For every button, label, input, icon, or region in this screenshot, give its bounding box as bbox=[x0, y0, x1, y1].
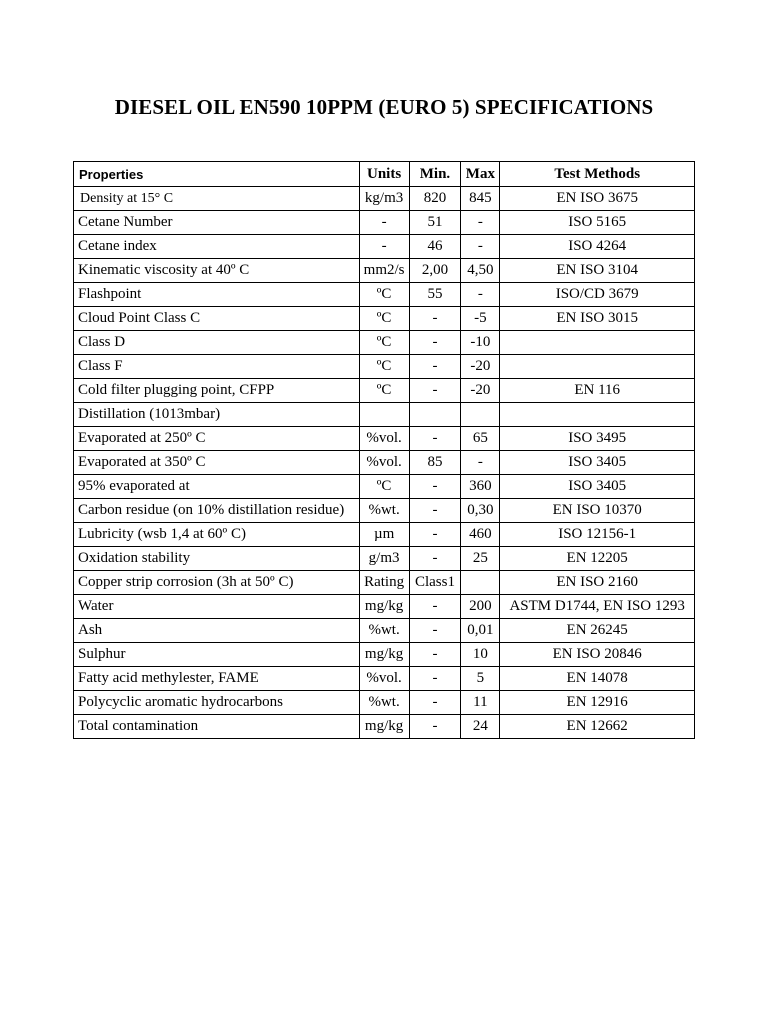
cell-min: - bbox=[409, 691, 461, 715]
cell-test-method bbox=[500, 355, 695, 379]
cell-max bbox=[461, 571, 500, 595]
cell-units: ºC bbox=[359, 475, 409, 499]
cell-max: 5 bbox=[461, 667, 500, 691]
table-row bbox=[74, 283, 695, 307]
cell-min: 2,00 bbox=[409, 259, 461, 283]
cell-property: Sulphur bbox=[74, 643, 360, 667]
cell-property: Cetane Number bbox=[74, 211, 360, 235]
table-row bbox=[74, 595, 695, 619]
cell-test-method: EN ISO 3675 bbox=[500, 187, 695, 211]
cell-units: - bbox=[359, 235, 409, 259]
cell-max: 0,01 bbox=[461, 619, 500, 643]
cell-units: %vol. bbox=[359, 427, 409, 451]
table-row bbox=[74, 451, 695, 475]
cell-test-method: EN ISO 2160 bbox=[500, 571, 695, 595]
cell-units: ºC bbox=[359, 331, 409, 355]
cell-property: Evaporated at 350º C bbox=[74, 451, 360, 475]
cell-property: Class D bbox=[74, 331, 360, 355]
cell-property: Lubricity (wsb 1,4 at 60º C) bbox=[74, 523, 360, 547]
specifications-table bbox=[73, 161, 695, 739]
cell-property: Cold filter plugging point, CFPP bbox=[74, 379, 360, 403]
cell-property: Density at 15° C bbox=[74, 187, 360, 211]
cell-test-method: EN ISO 10370 bbox=[500, 499, 695, 523]
cell-min: - bbox=[409, 499, 461, 523]
table-body bbox=[74, 187, 695, 739]
cell-min: - bbox=[409, 619, 461, 643]
cell-units: %vol. bbox=[359, 451, 409, 475]
header-test-methods: Test Methods bbox=[500, 162, 695, 187]
table-row bbox=[74, 355, 695, 379]
table-row bbox=[74, 235, 695, 259]
cell-max: - bbox=[461, 235, 500, 259]
cell-units: %wt. bbox=[359, 691, 409, 715]
cell-property: Class F bbox=[74, 355, 360, 379]
cell-test-method: EN 12662 bbox=[500, 715, 695, 739]
cell-test-method: ISO 5165 bbox=[500, 211, 695, 235]
cell-property: Cloud Point Class C bbox=[74, 307, 360, 331]
cell-test-method: ASTM D1744, EN ISO 1293 bbox=[500, 595, 695, 619]
cell-property: Carbon residue (on 10% distillation residue) bbox=[74, 499, 360, 523]
table-row bbox=[74, 331, 695, 355]
cell-property: 95% evaporated at bbox=[74, 475, 360, 499]
cell-test-method bbox=[500, 403, 695, 427]
cell-min: 85 bbox=[409, 451, 461, 475]
cell-units bbox=[359, 403, 409, 427]
cell-test-method bbox=[500, 331, 695, 355]
cell-max: 845 bbox=[461, 187, 500, 211]
cell-units: ºC bbox=[359, 283, 409, 307]
table-row bbox=[74, 379, 695, 403]
cell-property: Kinematic viscosity at 40º C bbox=[74, 259, 360, 283]
cell-units: mg/kg bbox=[359, 595, 409, 619]
cell-test-method: EN 12205 bbox=[500, 547, 695, 571]
cell-property: Polycyclic aromatic hydrocarbons bbox=[74, 691, 360, 715]
cell-units: ºC bbox=[359, 307, 409, 331]
cell-units: Rating bbox=[359, 571, 409, 595]
cell-property: Ash bbox=[74, 619, 360, 643]
cell-max: 4,50 bbox=[461, 259, 500, 283]
cell-min: 46 bbox=[409, 235, 461, 259]
table-row bbox=[74, 259, 695, 283]
cell-min: - bbox=[409, 643, 461, 667]
cell-max: 10 bbox=[461, 643, 500, 667]
cell-min: - bbox=[409, 715, 461, 739]
cell-test-method: EN 26245 bbox=[500, 619, 695, 643]
cell-units: kg/m3 bbox=[359, 187, 409, 211]
cell-max: 0,30 bbox=[461, 499, 500, 523]
cell-min: Class1 bbox=[409, 571, 461, 595]
cell-min: - bbox=[409, 307, 461, 331]
cell-property: Copper strip corrosion (3h at 50º C) bbox=[74, 571, 360, 595]
cell-max: - bbox=[461, 451, 500, 475]
cell-max: -20 bbox=[461, 355, 500, 379]
table-row bbox=[74, 427, 695, 451]
table-row bbox=[74, 571, 695, 595]
cell-test-method: ISO 3495 bbox=[500, 427, 695, 451]
table-header-row bbox=[74, 162, 695, 187]
cell-test-method: EN 12916 bbox=[500, 691, 695, 715]
cell-max: 11 bbox=[461, 691, 500, 715]
header-units: Units bbox=[359, 162, 409, 187]
cell-min: 55 bbox=[409, 283, 461, 307]
cell-min: - bbox=[409, 331, 461, 355]
cell-units: %vol. bbox=[359, 667, 409, 691]
cell-units: µm bbox=[359, 523, 409, 547]
cell-min: - bbox=[409, 475, 461, 499]
cell-property: Fatty acid methylester, FAME bbox=[74, 667, 360, 691]
cell-min: - bbox=[409, 379, 461, 403]
cell-test-method: EN ISO 3015 bbox=[500, 307, 695, 331]
cell-min: 820 bbox=[409, 187, 461, 211]
cell-max: -5 bbox=[461, 307, 500, 331]
table-row bbox=[74, 499, 695, 523]
table-row bbox=[74, 475, 695, 499]
table-row bbox=[74, 547, 695, 571]
cell-test-method: ISO 3405 bbox=[500, 475, 695, 499]
cell-min: - bbox=[409, 595, 461, 619]
cell-property: Cetane index bbox=[74, 235, 360, 259]
cell-units: mg/kg bbox=[359, 643, 409, 667]
cell-test-method: EN 14078 bbox=[500, 667, 695, 691]
cell-test-method: ISO 12156-1 bbox=[500, 523, 695, 547]
cell-property: Water bbox=[74, 595, 360, 619]
cell-units: mm2/s bbox=[359, 259, 409, 283]
cell-min bbox=[409, 403, 461, 427]
cell-max: -10 bbox=[461, 331, 500, 355]
cell-test-method: EN ISO 3104 bbox=[500, 259, 695, 283]
cell-max: 25 bbox=[461, 547, 500, 571]
cell-min: 51 bbox=[409, 211, 461, 235]
header-properties: Properties bbox=[74, 162, 360, 187]
table-row bbox=[74, 667, 695, 691]
cell-units: %wt. bbox=[359, 499, 409, 523]
table-row bbox=[74, 403, 695, 427]
cell-max: 65 bbox=[461, 427, 500, 451]
cell-units: ºC bbox=[359, 355, 409, 379]
table-row bbox=[74, 643, 695, 667]
cell-units: - bbox=[359, 211, 409, 235]
cell-min: - bbox=[409, 355, 461, 379]
page-title: DIESEL OIL EN590 10PPM (EURO 5) SPECIFICATIONS bbox=[114, 95, 654, 119]
header-max: Max bbox=[461, 162, 500, 187]
cell-test-method: ISO/CD 3679 bbox=[500, 283, 695, 307]
table-row bbox=[74, 691, 695, 715]
cell-max: -20 bbox=[461, 379, 500, 403]
cell-min: - bbox=[409, 427, 461, 451]
cell-min: - bbox=[409, 547, 461, 571]
cell-property: Evaporated at 250º C bbox=[74, 427, 360, 451]
cell-test-method: EN 116 bbox=[500, 379, 695, 403]
header-min: Min. bbox=[409, 162, 461, 187]
table-row bbox=[74, 715, 695, 739]
cell-max bbox=[461, 403, 500, 427]
cell-property: Total contamination bbox=[74, 715, 360, 739]
cell-property: Oxidation stability bbox=[74, 547, 360, 571]
cell-max: 24 bbox=[461, 715, 500, 739]
table-row bbox=[74, 619, 695, 643]
cell-property: Distillation (1013mbar) bbox=[74, 403, 360, 427]
cell-test-method: EN ISO 20846 bbox=[500, 643, 695, 667]
cell-min: - bbox=[409, 523, 461, 547]
cell-units: ºC bbox=[359, 379, 409, 403]
cell-units: %wt. bbox=[359, 619, 409, 643]
cell-property: Flashpoint bbox=[74, 283, 360, 307]
cell-max: 200 bbox=[461, 595, 500, 619]
cell-max: - bbox=[461, 211, 500, 235]
table-row bbox=[74, 187, 695, 211]
cell-units: g/m3 bbox=[359, 547, 409, 571]
cell-test-method: ISO 4264 bbox=[500, 235, 695, 259]
cell-max: 360 bbox=[461, 475, 500, 499]
cell-max: 460 bbox=[461, 523, 500, 547]
cell-test-method: ISO 3405 bbox=[500, 451, 695, 475]
table-row bbox=[74, 307, 695, 331]
cell-min: - bbox=[409, 667, 461, 691]
cell-max: - bbox=[461, 283, 500, 307]
table-row bbox=[74, 523, 695, 547]
cell-units: mg/kg bbox=[359, 715, 409, 739]
table-row bbox=[74, 211, 695, 235]
